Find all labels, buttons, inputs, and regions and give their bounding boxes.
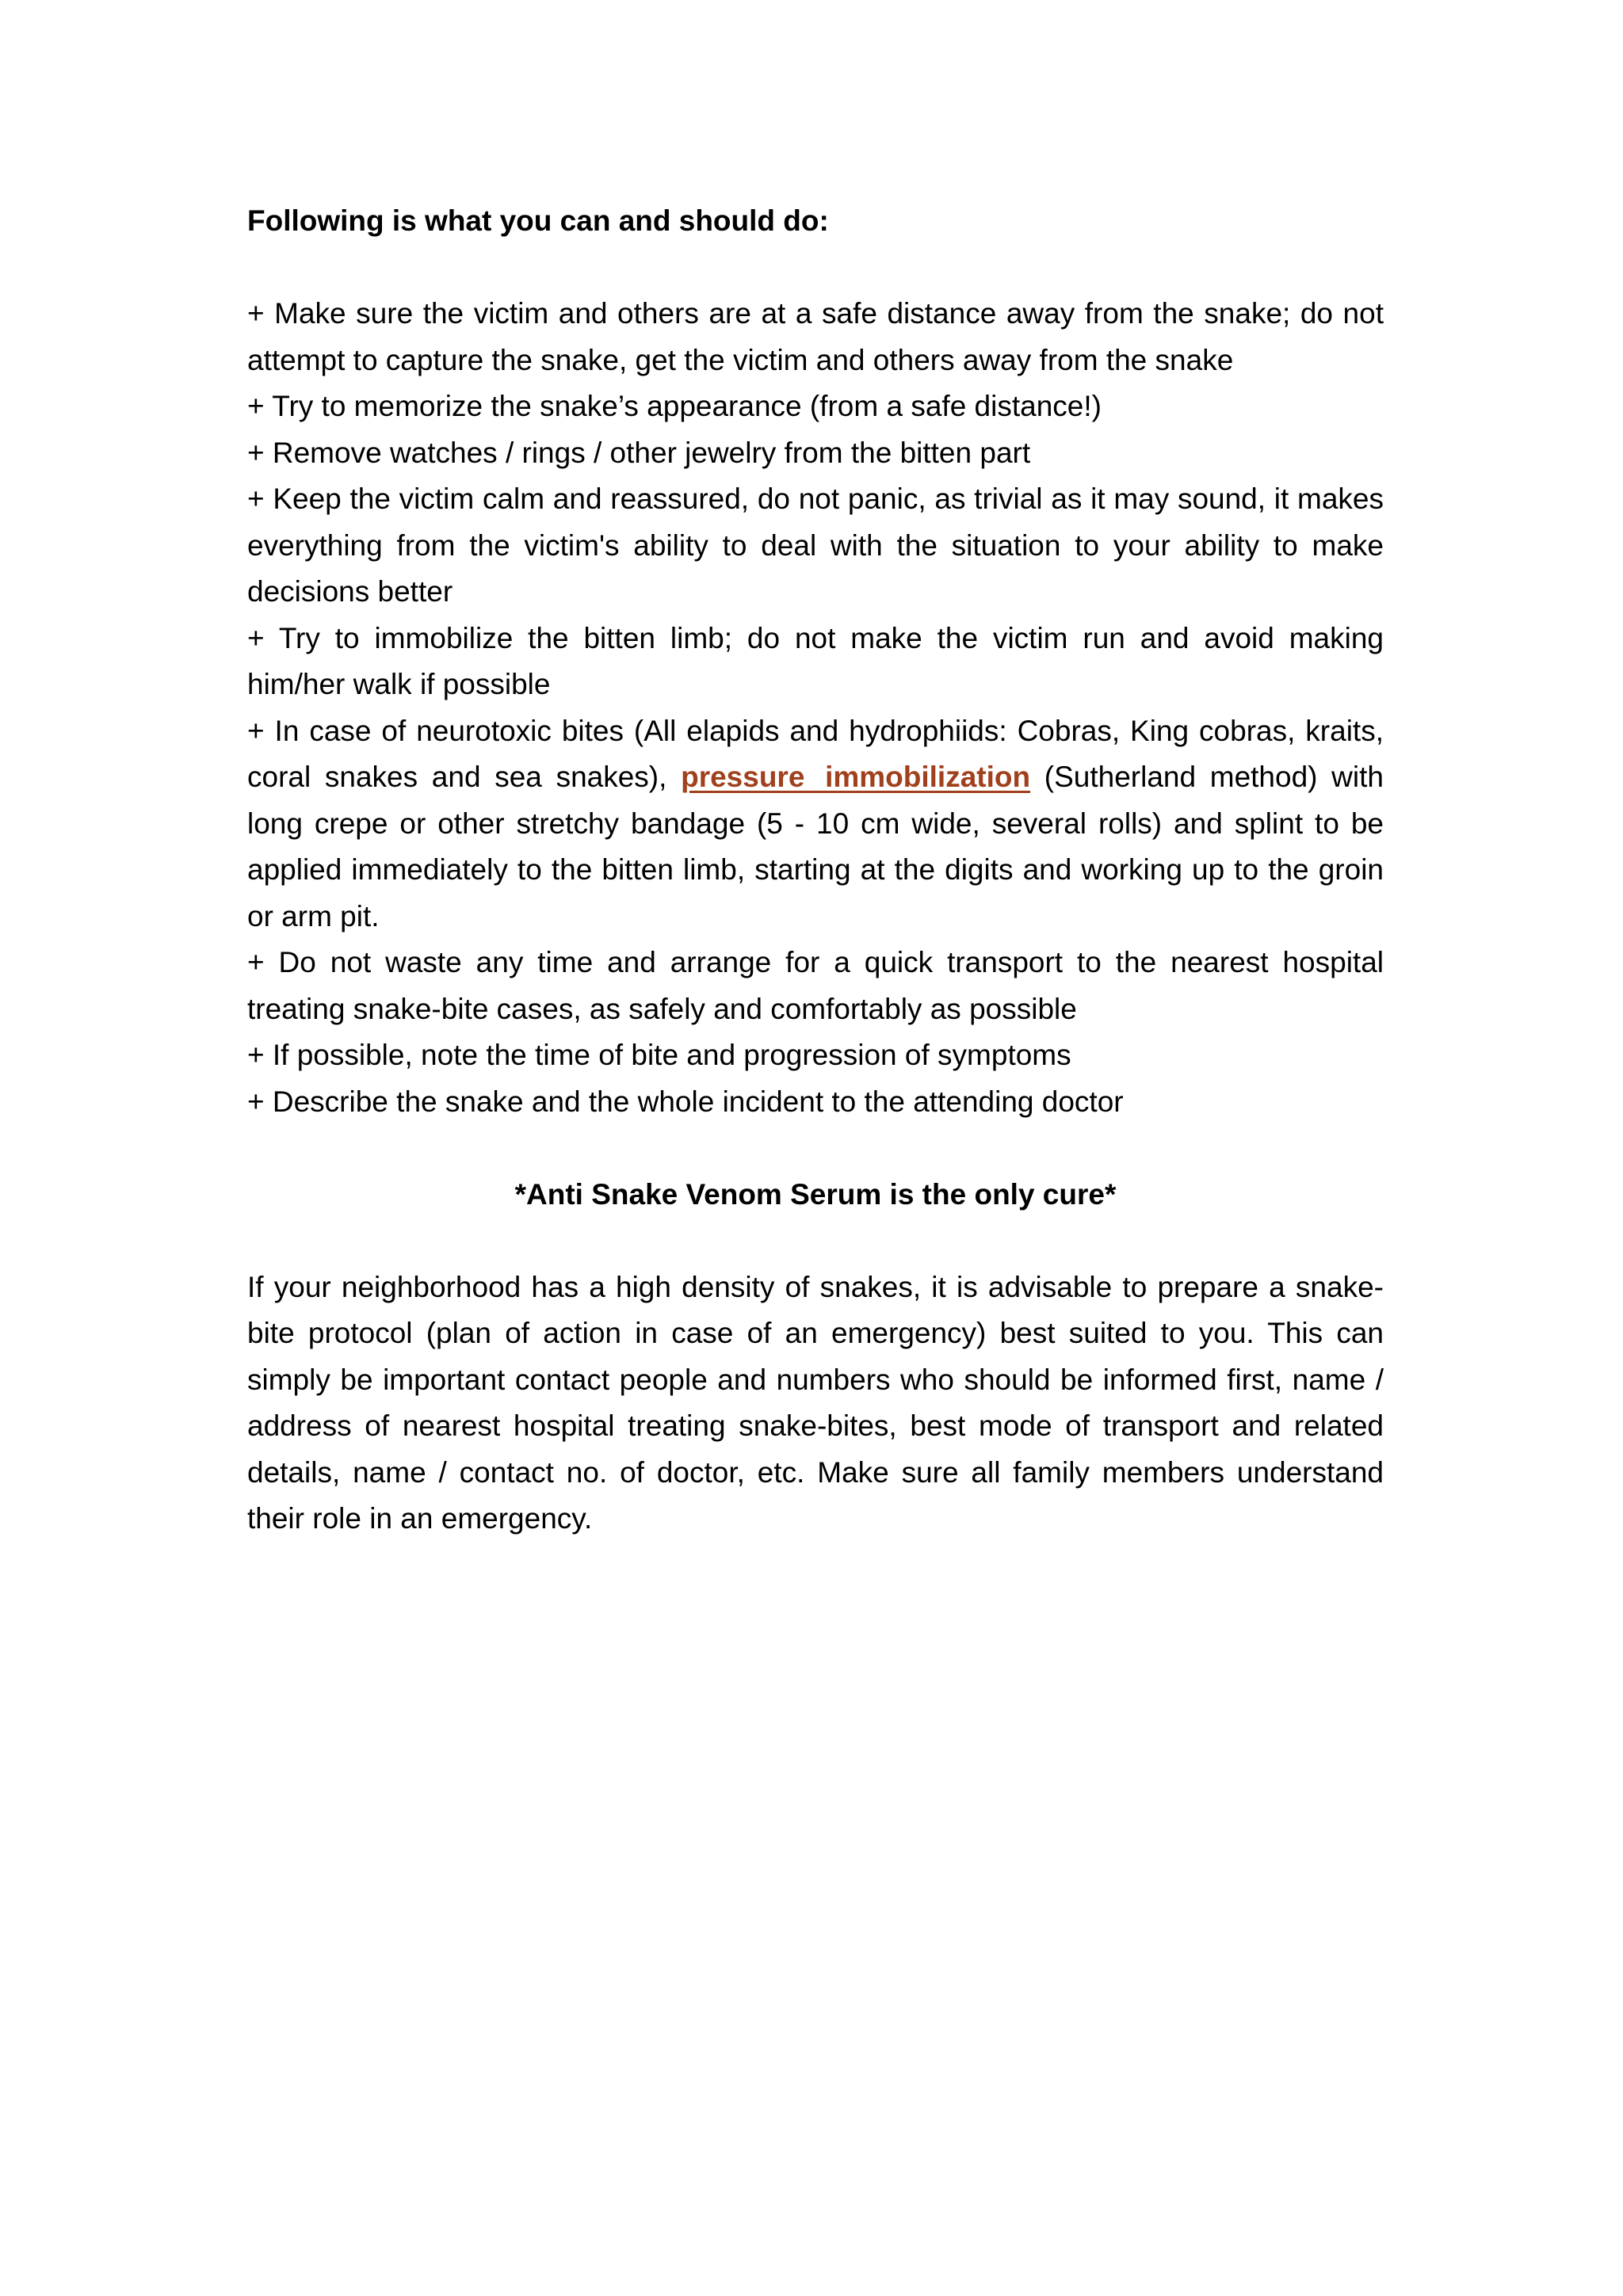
list-item: + Describe the snake and the whole incident to the attending doctor [247, 1085, 1124, 1118]
page-content [247, 198, 1384, 1543]
list-item: + Try to immobilize the bitten limb; do not make the victim run and avoid making him/her walk if possible [247, 621, 1384, 700]
pressure-immobilization-link[interactable]: pressure immobilization [681, 761, 1031, 793]
closing-paragraph: If your neighborhood has a high density of snakes, it is advisable to prepare a snake-bite protocol (plan of action in case of an emergency) best suited to you. This can simply be important contact people and numbers who should be informed first, name / address of nearest hospital treating snake-bites, best mode of transport and related details, name / contact no. of doctor, etc. Make sure all family members understand their role in an emergency. [247, 1270, 1384, 1535]
callout-text: *Anti Snake Venom Serum is the only cure* [514, 1177, 1117, 1211]
spacer [247, 245, 1384, 292]
list-item: + Make sure the victim and others are at a safe distance away from the snake; do not attempt to capture the snake, get the victim and others away from the snake [247, 297, 1384, 376]
list-item-text-after-link: (Sutherland method) with long crepe or other stretchy bandage (5 - 10 cm wide, several rolls) and splint to be applied immediately to the bitten limb, starting at the digits and working up to the groin or arm pit. [247, 761, 1384, 933]
list-item: + Keep the victim calm and reassured, do not panic, as trivial as it may sound, it makes everything from the victim's ability to deal with the situation to your ability to make decisions better [247, 482, 1384, 608]
spacer [247, 1218, 1384, 1264]
list-item: + Try to memorize the snake’s appearance (from a safe distance!) [247, 390, 1102, 422]
list-item: + Remove watches / rings / other jewelry from the bitten part [247, 436, 1031, 469]
section-heading: Following is what you can and should do: [247, 204, 829, 237]
list-item-with-link [247, 708, 1384, 940]
spacer [247, 1125, 1384, 1172]
list-item: + Do not waste any time and arrange for a quick transport to the nearest hospital treating snake-bite cases, as safely and comfortably as possible [247, 946, 1384, 1025]
list-item-text-before-link: + In case of neurotoxic bites (All elapids and hydrophiids: Cobras, King cobras, kraits, coral snakes and sea snakes), [247, 714, 1384, 793]
list-item: + If possible, note the time of bite and progression of symptoms [247, 1039, 1071, 1071]
